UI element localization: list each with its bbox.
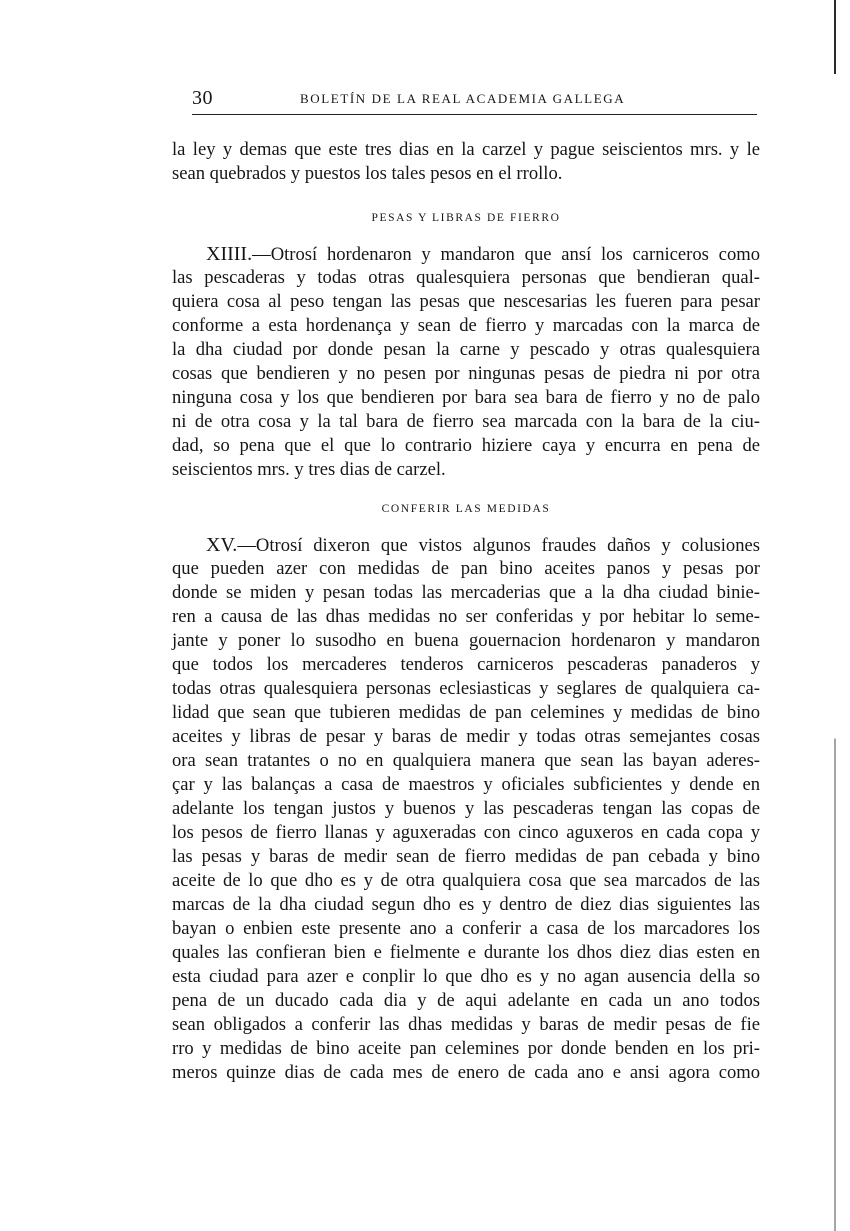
section-heading-pesas: PESAS Y LIBRAS DE FIERRO	[371, 212, 561, 224]
text-line: que pueden azer con medidas de pan bino aceites panos y pesas por	[172, 558, 760, 579]
journal-title: BOLETÍN DE LA REAL ACADEMIA GALLEGA	[300, 91, 626, 106]
text-line: —Otrosí dixeron que vistos algunos fraudes daños y colusiones	[237, 535, 760, 556]
text-line: —Otrosí hordenaron y mandaron que ansí los carniceros como	[252, 244, 760, 265]
text-line: aceite de lo que dho es y de otra qualquiera cosa que sea marcados de las	[172, 870, 760, 891]
text-line: lidad que sean que tubieren medidas de pan celemines y medidas de bino	[172, 702, 760, 723]
text-line: bayan o enbien este presente ano a conferir a casa de los marcadores los	[172, 918, 760, 939]
text-line: aceites y libras de pesar y baras de medir y todas otras semejantes cosas	[172, 726, 760, 747]
text-line: adelante los tengan justos y buenos y las pescaderas tengan las copas de	[172, 798, 760, 819]
text-line: conforme a esta hordenança y sean de fierro y marcadas con la marca de	[172, 315, 760, 336]
text-line: çar y las balanças a casa de maestros y oficiales subficientes y dende en	[172, 774, 760, 795]
ordinance-numeral: XIIII.	[206, 243, 253, 265]
text-line: quales las confieran bien e fielmente e durante los dhos diez dias esten en	[172, 942, 760, 963]
text-line: dad, so pena que el que lo contrario hiziere caya y encurra en pena de	[172, 435, 760, 456]
text-line: ni de otra cosa y la tal bara de fierro sea marcada con la bara de la ciu-	[172, 411, 760, 432]
text-line-first	[172, 242, 760, 266]
text-line: los pesos de fierro llanas y aguxeradas con cinco aguxeros en cada copa y	[172, 822, 760, 843]
text-line: ninguna cosa y los que bendieren por bara sea bara de fierro y no de palo	[172, 387, 760, 408]
running-header	[192, 84, 757, 115]
text-line: jante y poner lo susodho en buena gouernacion hordenaron y mandaron	[172, 630, 760, 651]
text-line: que todos los mercaderes tenderos carniceros pescaderas panaderos y	[172, 654, 760, 675]
text-line: ren a causa de las dhas medidas no ser conferidas y por hebitar lo seme-	[172, 606, 760, 627]
text-line: quiera cosa al peso tengan las pesas que nescesarias les fueren para pesar	[172, 291, 760, 312]
text-line: las pescaderas y todas otras qualesquiera personas que bendieran qual-	[172, 267, 760, 288]
text-line: meros quinze dias de cada mes de enero de cada ano e ansi agora como	[172, 1062, 760, 1083]
text-line-first	[172, 533, 760, 557]
text-line: sean obligados a conferir las dhas medidas y baras de medir pesas de fie	[172, 1014, 760, 1035]
text-line: todas otras qualesquiera personas eclesiasticas y seglares de qualquiera ca-	[172, 678, 760, 699]
page-number: 30	[192, 87, 213, 109]
text-line: rro y medidas de bino aceite pan celemines por donde benden en los pri-	[172, 1038, 760, 1059]
text-line: las pesas y baras de medir sean de fierro medidas de pan cebada y bino	[172, 846, 760, 867]
page-edge-shadow	[834, 0, 836, 1231]
text-line: pena de un ducado cada dia y de aqui adelante en cada un ano todos	[172, 990, 760, 1011]
ordinance-xiiii	[172, 242, 760, 482]
text-line: ora sean tratantes o no en qualquiera manera que sean las bayan aderes-	[172, 750, 760, 771]
text-line: la ley y demas que este tres dias en la carzel y pague seiscientos mrs. y le	[172, 139, 760, 160]
ordinance-numeral: XV.	[206, 534, 238, 556]
section-heading-conferir: CONFERIR LAS MEDIDAS	[381, 503, 551, 515]
text-line: donde se miden y pesan todas las mercaderias que a la dha ciudad binie-	[172, 582, 760, 603]
ordinance-xv	[172, 533, 760, 1085]
text-line: esta ciudad para azer e conplir lo que dho es y no agan ausencia della so	[172, 966, 760, 987]
text-line: la dha ciudad por donde pesan la carne y pescado y otras qualesquiera	[172, 339, 760, 360]
text-line: sean quebrados y puestos los tales pesos en el rrollo.	[172, 163, 563, 184]
text-line: seiscientos mrs. y tres dias de carzel.	[172, 459, 446, 480]
text-line: cosas que bendieren y no pesen por ningunas pesas de piedra ni por otra	[172, 363, 760, 384]
text-line: marcas de la dha ciudad segun dho es y dentro de diez dias siguientes las	[172, 894, 760, 915]
opening-paragraph	[172, 138, 760, 186]
